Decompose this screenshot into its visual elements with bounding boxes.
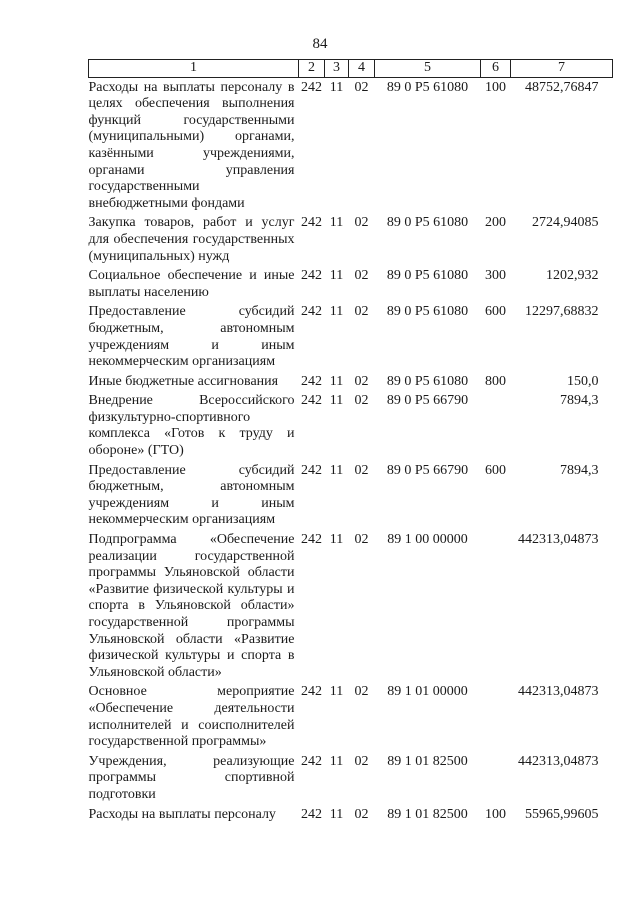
item-name: Подпрограмма «Обеспечение реализации государственной программы Ульяновской области «Развитие физической культуры и спорта в Ульяновской области» государственной программы Ульяновской области «Развитие физической культуры и спорта в Ульяновской области» [88, 532, 295, 680]
code-expense-type: 800 [485, 373, 506, 389]
code-subsection: 02 [354, 393, 369, 409]
code-subsection: 02 [354, 304, 369, 320]
code-section: 11 [329, 268, 344, 284]
code-subsection: 02 [354, 215, 369, 231]
code-expense-type [481, 532, 511, 684]
item-name: Внедрение Всероссийского физкультурно-спортивного комплекса «Готов к труду и обороне» (ГТО) [88, 393, 295, 459]
code-expense-type: 600 [485, 304, 506, 320]
amount: 442313,04873 [518, 532, 599, 548]
amount: 1202,932 [546, 268, 599, 284]
table-row [89, 754, 613, 807]
code-subsection: 02 [354, 462, 369, 478]
table-row [89, 684, 613, 753]
code-target: 89 0 Р5 61080 [386, 268, 469, 284]
item-name: Основное мероприятие «Обеспечение деятельности исполнителей и соисполнителей государственной программы» [88, 684, 295, 750]
code-expense-type [481, 393, 511, 462]
amount: 55965,99605 [525, 806, 599, 822]
amount: 442313,04873 [518, 684, 599, 700]
code-section: 11 [329, 393, 344, 409]
code-target: 89 1 01 82500 [387, 753, 468, 769]
code-target: 89 0 Р5 66790 [386, 462, 469, 478]
amount: 48752,76847 [525, 79, 599, 95]
code-expense-type [481, 754, 511, 807]
code-section: 11 [329, 79, 344, 95]
code-section: 11 [329, 806, 344, 822]
item-name: Закупка товаров, работ и услуг для обеспечения государственных (муниципальных) нужд [88, 215, 295, 264]
code-section: 11 [329, 215, 344, 231]
code-target: 89 0 Р5 61080 [386, 215, 469, 231]
code-section: 11 [329, 462, 344, 478]
page-number: 84 [312, 36, 328, 52]
code-target: 89 0 Р5 61080 [386, 373, 469, 389]
table-row [89, 393, 613, 462]
table-row [89, 215, 613, 268]
table-row [89, 463, 613, 532]
table-row [89, 268, 613, 304]
code-subsection: 02 [354, 753, 369, 769]
code-section: 11 [329, 532, 344, 548]
code-subsection: 02 [354, 373, 369, 389]
table-row [89, 807, 613, 827]
code-section: 11 [329, 684, 344, 700]
table-row [89, 304, 613, 373]
code-admin: 242 [301, 462, 322, 478]
code-subsection: 02 [354, 806, 369, 822]
code-section: 11 [329, 753, 344, 769]
code-target: 89 1 01 82500 [387, 806, 468, 822]
item-name: Расходы на выплаты персоналу в целях обеспечения выполнения функций государственными (муниципальными) органами, казёнными учреждениями, органами управления государственными внебюджетными фондами [88, 79, 295, 211]
code-subsection: 02 [354, 79, 369, 95]
code-target: 89 0 Р5 61080 [386, 79, 469, 95]
table-row [89, 374, 613, 394]
code-admin: 242 [301, 268, 322, 284]
code-admin: 242 [301, 684, 322, 700]
item-name: Расходы на выплаты персоналу [88, 806, 276, 822]
code-target: 89 1 01 00000 [387, 684, 468, 700]
code-admin: 242 [301, 373, 322, 389]
code-expense-type: 100 [485, 806, 506, 822]
column-header-5: 5 [375, 60, 481, 78]
amount: 2724,94085 [532, 215, 599, 231]
code-subsection: 02 [354, 268, 369, 284]
code-target: 89 0 Р5 66790 [386, 393, 469, 409]
amount: 150,0 [567, 373, 599, 389]
code-admin: 242 [301, 79, 322, 95]
table-header-row [89, 60, 613, 78]
table-row [89, 532, 613, 684]
item-name: Предоставление субсидий бюджетным, автономным учреждениям и иным некоммерческим организациям [88, 304, 295, 370]
code-expense-type: 100 [485, 79, 506, 95]
table-row [89, 77, 613, 215]
code-target: 89 1 00 00000 [387, 532, 468, 548]
item-name: Социальное обеспечение и иные выплаты населению [88, 268, 295, 300]
code-expense-type: 300 [485, 268, 506, 284]
code-admin: 242 [301, 806, 322, 822]
column-header-2: 2 [299, 60, 325, 78]
code-expense-type: 600 [485, 462, 506, 478]
code-admin: 242 [301, 304, 322, 320]
amount: 7894,3 [560, 393, 599, 409]
amount: 12297,68832 [525, 304, 599, 320]
code-admin: 242 [301, 215, 322, 231]
column-header-4: 4 [349, 60, 375, 78]
item-name: Иные бюджетные ассигнования [88, 373, 279, 389]
budget-table [88, 59, 613, 826]
column-header-6: 6 [481, 60, 511, 78]
column-header-7: 7 [511, 60, 613, 78]
code-expense-type [481, 684, 511, 753]
code-target: 89 0 Р5 61080 [386, 304, 469, 320]
amount: 7894,3 [560, 462, 599, 478]
amount: 442313,04873 [518, 753, 599, 769]
code-section: 11 [329, 373, 344, 389]
code-expense-type: 200 [485, 215, 506, 231]
column-header-3: 3 [325, 60, 349, 78]
code-subsection: 02 [354, 684, 369, 700]
item-name: Предоставление субсидий бюджетным, автономным учреждениям и иным некоммерческим организациям [88, 462, 295, 528]
code-admin: 242 [301, 532, 322, 548]
code-admin: 242 [301, 393, 322, 409]
code-section: 11 [329, 304, 344, 320]
item-name: Учреждения, реализующие программы спортивной подготовки [88, 753, 295, 802]
code-admin: 242 [301, 753, 322, 769]
column-header-1: 1 [89, 60, 299, 78]
code-subsection: 02 [354, 532, 369, 548]
